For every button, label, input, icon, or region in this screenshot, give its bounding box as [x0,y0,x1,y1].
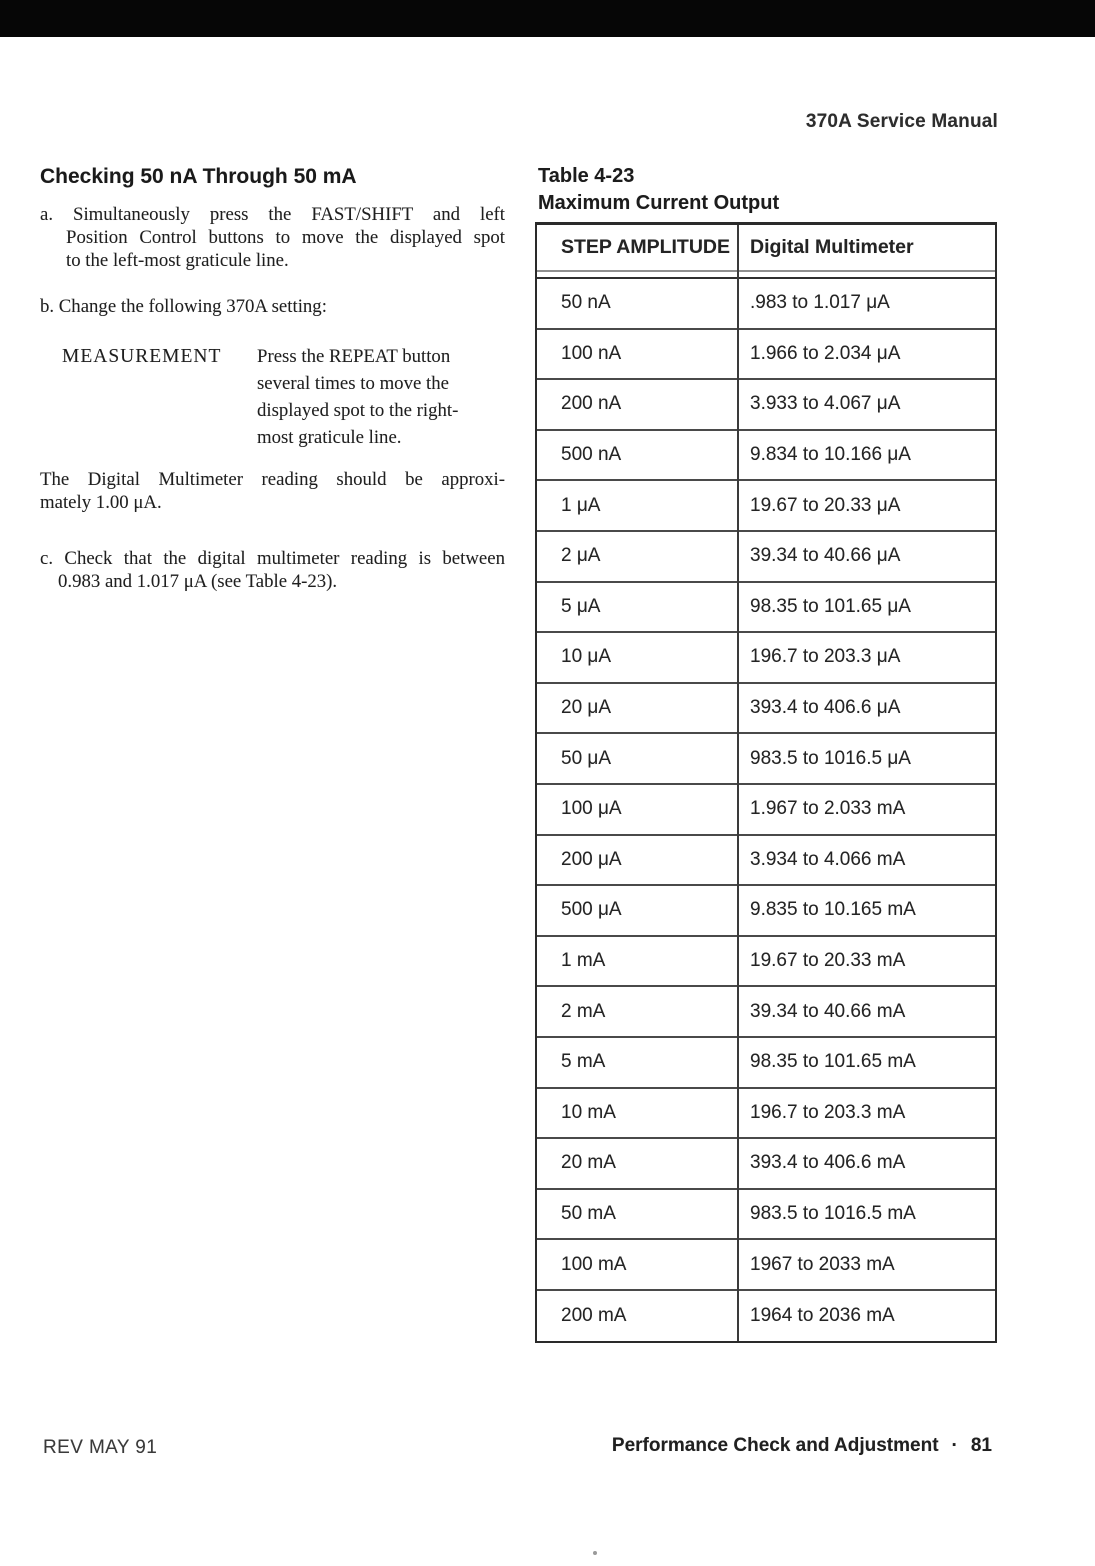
step-a-line: Position Control buttons to move the displayed spot [66,227,505,248]
table-row [537,987,995,1038]
footer-page-number: 81 [970,1435,992,1456]
step-a [40,203,505,272]
step-c-line: c. Check that the digital multimeter reading is between [40,548,505,569]
step-amplitude-cell: 100 μA [561,798,622,820]
step-b-line: b. Change the following 370A setting: [40,296,327,317]
table-row [537,785,995,836]
footer-separator-dot: · [951,1435,958,1456]
table-row [537,380,995,431]
measurement-instruction-line: several times to move the [257,373,449,394]
step-amplitude-cell: 5 μA [561,595,601,617]
manual-title: 370A Service Manual [805,111,998,132]
step-amplitude-cell: 5 mA [561,1051,606,1073]
step-amplitude-cell: 500 μA [561,899,622,921]
table-column-divider [737,225,739,1341]
step-amplitude-cell: 1 μA [561,494,601,516]
multimeter-range-cell: 196.7 to 203.3 mA [750,1101,906,1123]
col-header-step-amplitude: STEP AMPLITUDE [561,236,731,258]
table-row [537,1240,995,1291]
table-caption-number: Table 4-23 [538,165,635,187]
step-amplitude-cell: 100 nA [561,342,622,364]
multimeter-range-cell: .983 to 1.017 μA [750,292,890,314]
footer-section-title: Performance Check and Adjustment [611,1435,939,1456]
scan-speck [593,1551,597,1555]
step-amplitude-cell: 10 μA [561,646,612,668]
top-scan-bar [0,0,1095,37]
step-amplitude-cell: 200 μA [561,848,622,870]
table-row [537,1139,995,1190]
multimeter-range-cell: 983.5 to 1016.5 μA [750,747,911,769]
multimeter-range-cell: 98.35 to 101.65 μA [750,595,911,617]
table-row [537,836,995,887]
measurement-instruction-line: displayed spot to the right- [257,400,459,421]
table-caption-title: Maximum Current Output [538,192,780,214]
table-header-row [537,225,995,272]
step-amplitude-cell: 2 mA [561,1000,606,1022]
multimeter-range-cell: 1967 to 2033 mA [750,1253,895,1275]
table-row [537,1089,995,1140]
note-paragraph [40,468,505,514]
multimeter-range-cell: 393.4 to 406.6 mA [750,1152,906,1174]
step-amplitude-cell: 2 μA [561,545,601,567]
measurement-instruction-line: Press the REPEAT button [257,346,451,367]
table-row [537,1038,995,1089]
step-amplitude-cell: 200 nA [561,393,622,415]
section-heading: Checking 50 nA Through 50 mA [40,165,357,188]
table-row [537,583,995,634]
multimeter-range-cell: 3.933 to 4.067 μA [750,393,901,415]
step-amplitude-cell: 10 mA [561,1101,616,1123]
step-a-line: a. Simultaneously press the FAST/SHIFT and left [40,204,505,225]
table-row [537,1291,995,1342]
table-row [537,937,995,988]
table-row [537,734,995,785]
note-line: mately 1.00 μA. [40,492,162,513]
step-amplitude-cell: 50 μA [561,747,612,769]
step-amplitude-cell: 100 mA [561,1253,627,1275]
table-row [537,886,995,937]
step-amplitude-cell: 20 μA [561,697,612,719]
multimeter-range-cell: 19.67 to 20.33 mA [750,950,906,972]
table-row [537,431,995,482]
table-row [537,1190,995,1241]
footer-right [612,1435,992,1457]
current-output-table [535,222,997,1343]
table-row [537,330,995,381]
multimeter-range-cell: 39.34 to 40.66 μA [750,545,901,567]
step-amplitude-cell: 20 mA [561,1152,616,1174]
multimeter-range-cell: 39.34 to 40.66 mA [750,1000,906,1022]
table-row [537,481,995,532]
table-row [537,532,995,583]
measurement-setting [40,343,505,451]
step-c-line: 0.983 and 1.017 μA (see Table 4-23). [58,571,338,592]
multimeter-range-cell: 983.5 to 1016.5 mA [750,1202,916,1224]
step-amplitude-cell: 50 mA [561,1202,616,1224]
table-row [537,684,995,735]
note-line: The Digital Multimeter reading should be approxi- [40,469,505,490]
multimeter-range-cell: 393.4 to 406.6 μA [750,697,901,719]
multimeter-range-cell: 9.834 to 10.166 μA [750,444,911,466]
multimeter-range-cell: 19.67 to 20.33 μA [750,494,901,516]
step-amplitude-cell: 500 nA [561,444,622,466]
header-double-rule [537,272,995,279]
table-body [537,279,995,1341]
multimeter-range-cell: 3.934 to 4.066 mA [750,848,906,870]
measurement-instruction-line: most graticule line. [257,427,402,448]
step-amplitude-cell: 1 mA [561,950,606,972]
table-row [537,279,995,330]
multimeter-range-cell: 1964 to 2036 mA [750,1305,895,1327]
step-b [40,295,505,318]
measurement-instructions [257,343,505,451]
step-c [40,547,505,593]
measurement-label: MEASUREMENT [62,346,222,367]
multimeter-range-cell: 1.966 to 2.034 μA [750,342,901,364]
multimeter-range-cell: 98.35 to 101.65 mA [750,1051,916,1073]
footer-revision: REV MAY 91 [43,1437,158,1458]
step-amplitude-cell: 50 nA [561,292,611,314]
multimeter-range-cell: 9.835 to 10.165 mA [750,899,916,921]
table-row [537,633,995,684]
step-amplitude-cell: 200 mA [561,1305,627,1327]
multimeter-range-cell: 1.967 to 2.033 mA [750,798,906,820]
col-header-digital-multimeter: Digital Multimeter [750,236,914,258]
multimeter-range-cell: 196.7 to 203.3 μA [750,646,901,668]
step-a-line: to the left-most graticule line. [66,250,289,271]
